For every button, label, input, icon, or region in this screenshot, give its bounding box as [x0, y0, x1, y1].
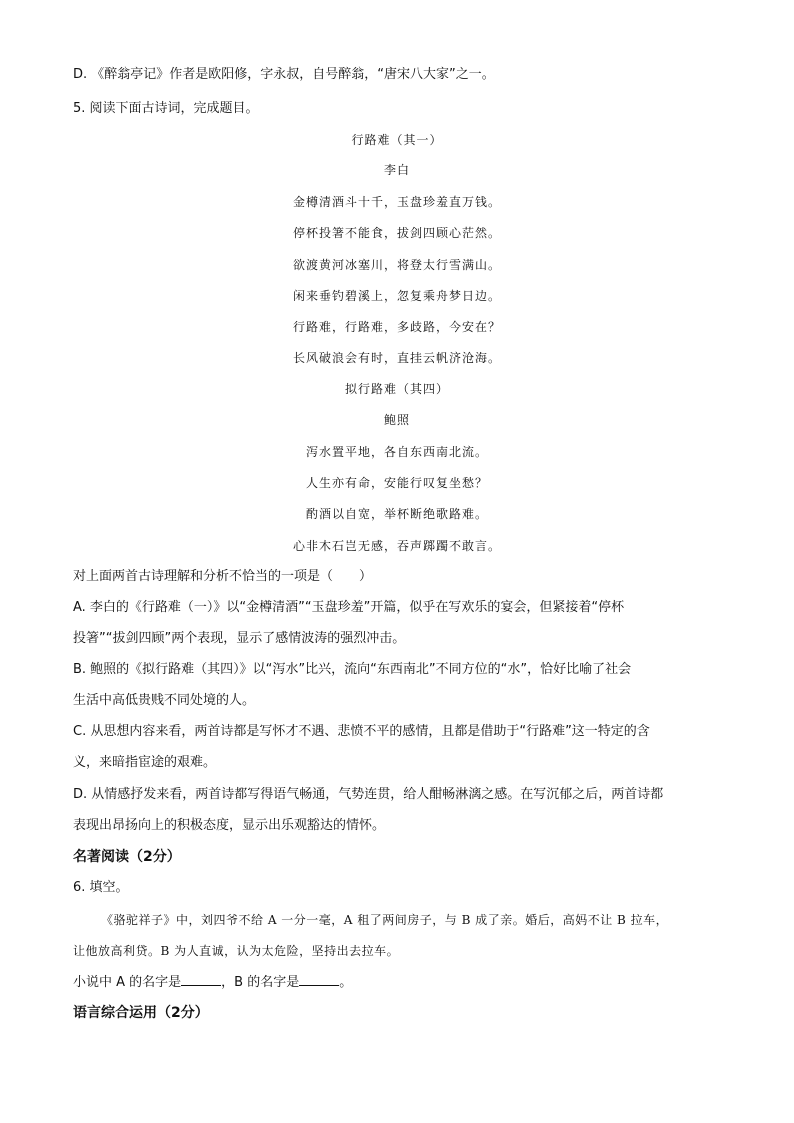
poem1-line: 行路难，行路难，多歧路，今安在？ [292, 320, 501, 334]
section-heading-language: 语言综合运用（2分） [73, 1005, 209, 1021]
answer-blank-a[interactable] [181, 973, 221, 986]
fill-a-label: 小说中 A 的名字是 [73, 975, 182, 990]
option-c-line2: 义，来暗指宦途的艰难。 [73, 755, 217, 770]
poem1-line: 停杯投箸不能食，拔剑四顾心茫然。 [292, 226, 501, 240]
option-b-line2: 生活中高低贵贱不同处境的人。 [73, 693, 256, 708]
poem2-line: 人生亦有命，安能行叹复坐愁？ [305, 476, 488, 490]
question-5-heading: 5. 阅读下面古诗词，完成题目。 [73, 101, 259, 116]
option-d-line2: 表现出昂扬向上的积极态度，显示出乐观豁达的情怀。 [73, 818, 386, 833]
poem2-title: 拟行路难（其四） [344, 382, 449, 396]
poem1-line: 欲渡黄河冰塞川，将登太行雪满山。 [292, 258, 501, 272]
option-a-line2: 投箸”“拔剑四顾”两个表现，显示了感情波涛的强烈冲击。 [73, 631, 406, 646]
answer-blank-b[interactable] [299, 973, 339, 986]
poem1-title: 行路难（其一） [351, 133, 443, 147]
fill-in-line [73, 973, 352, 992]
option-a-line1: A. 李白的《行路难（一）》以“金樽清酒”“玉盘珍羞”开篇，似乎在写欢乐的宴会，但紧接着“停杯 [73, 600, 625, 615]
fill-b-label: ，B 的名字是 [221, 975, 300, 990]
novel-passage-line1: 《骆驼祥子》中，刘四爷不给 A 一分一毫，A 租了两间房子，与 B 成了亲。婚后，高妈不让 B 拉车， [101, 913, 669, 927]
poem1-line: 金樽清酒斗十千，玉盘珍羞直万钱。 [292, 195, 501, 209]
poem2-line: 心非木石岂无感，吞声踯躅不敢言。 [292, 539, 501, 553]
novel-passage-line2: 让他放高利贷。B 为人直诚，认为太危险，坚持出去拉车。 [73, 944, 400, 958]
option-b-line1: B. 鲍照的《拟行路难（其四）》以“泻水”比兴，流向“东西南北”不同方位的“水”，恰好比喻了社会 [73, 662, 632, 677]
poem1-line: 长风破浪会有时，直挂云帆济沧海。 [292, 351, 501, 365]
poem2-line: 酌酒以自宽，举杯断绝歌路难。 [305, 507, 488, 521]
option-d-line1: D. 从情感抒发来看，两首诗都写得语气畅通，气势连贯，给人酣畅淋漓之感。在写沉郁之后，两首诗都 [73, 787, 664, 802]
poem1-line: 闲来垂钓碧溪上，忽复乘舟梦日边。 [292, 289, 501, 303]
option-d-previous: D. 《醉翁亭记》作者是欧阳修，字永叔，自号醉翁，“唐宋八大家”之一。 [73, 67, 495, 82]
question-6-heading: 6. 填空。 [73, 880, 129, 895]
poem2-line: 泻水置平地，各自东西南北流。 [305, 445, 488, 459]
section-heading-classics: 名著阅读（2分） [73, 849, 181, 865]
fill-end: 。 [339, 975, 353, 990]
poem1-author: 李白 [383, 163, 410, 177]
question-prompt: 对上面两首古诗理解和分析不恰当的一项是（ ） [73, 569, 373, 584]
poem2-author: 鲍照 [383, 413, 410, 427]
option-c-line1: C. 从思想内容来看，两首诗都是写怀才不遇、悲愤不平的感情，且都是借助于“行路难”这一特定的含 [73, 724, 650, 739]
